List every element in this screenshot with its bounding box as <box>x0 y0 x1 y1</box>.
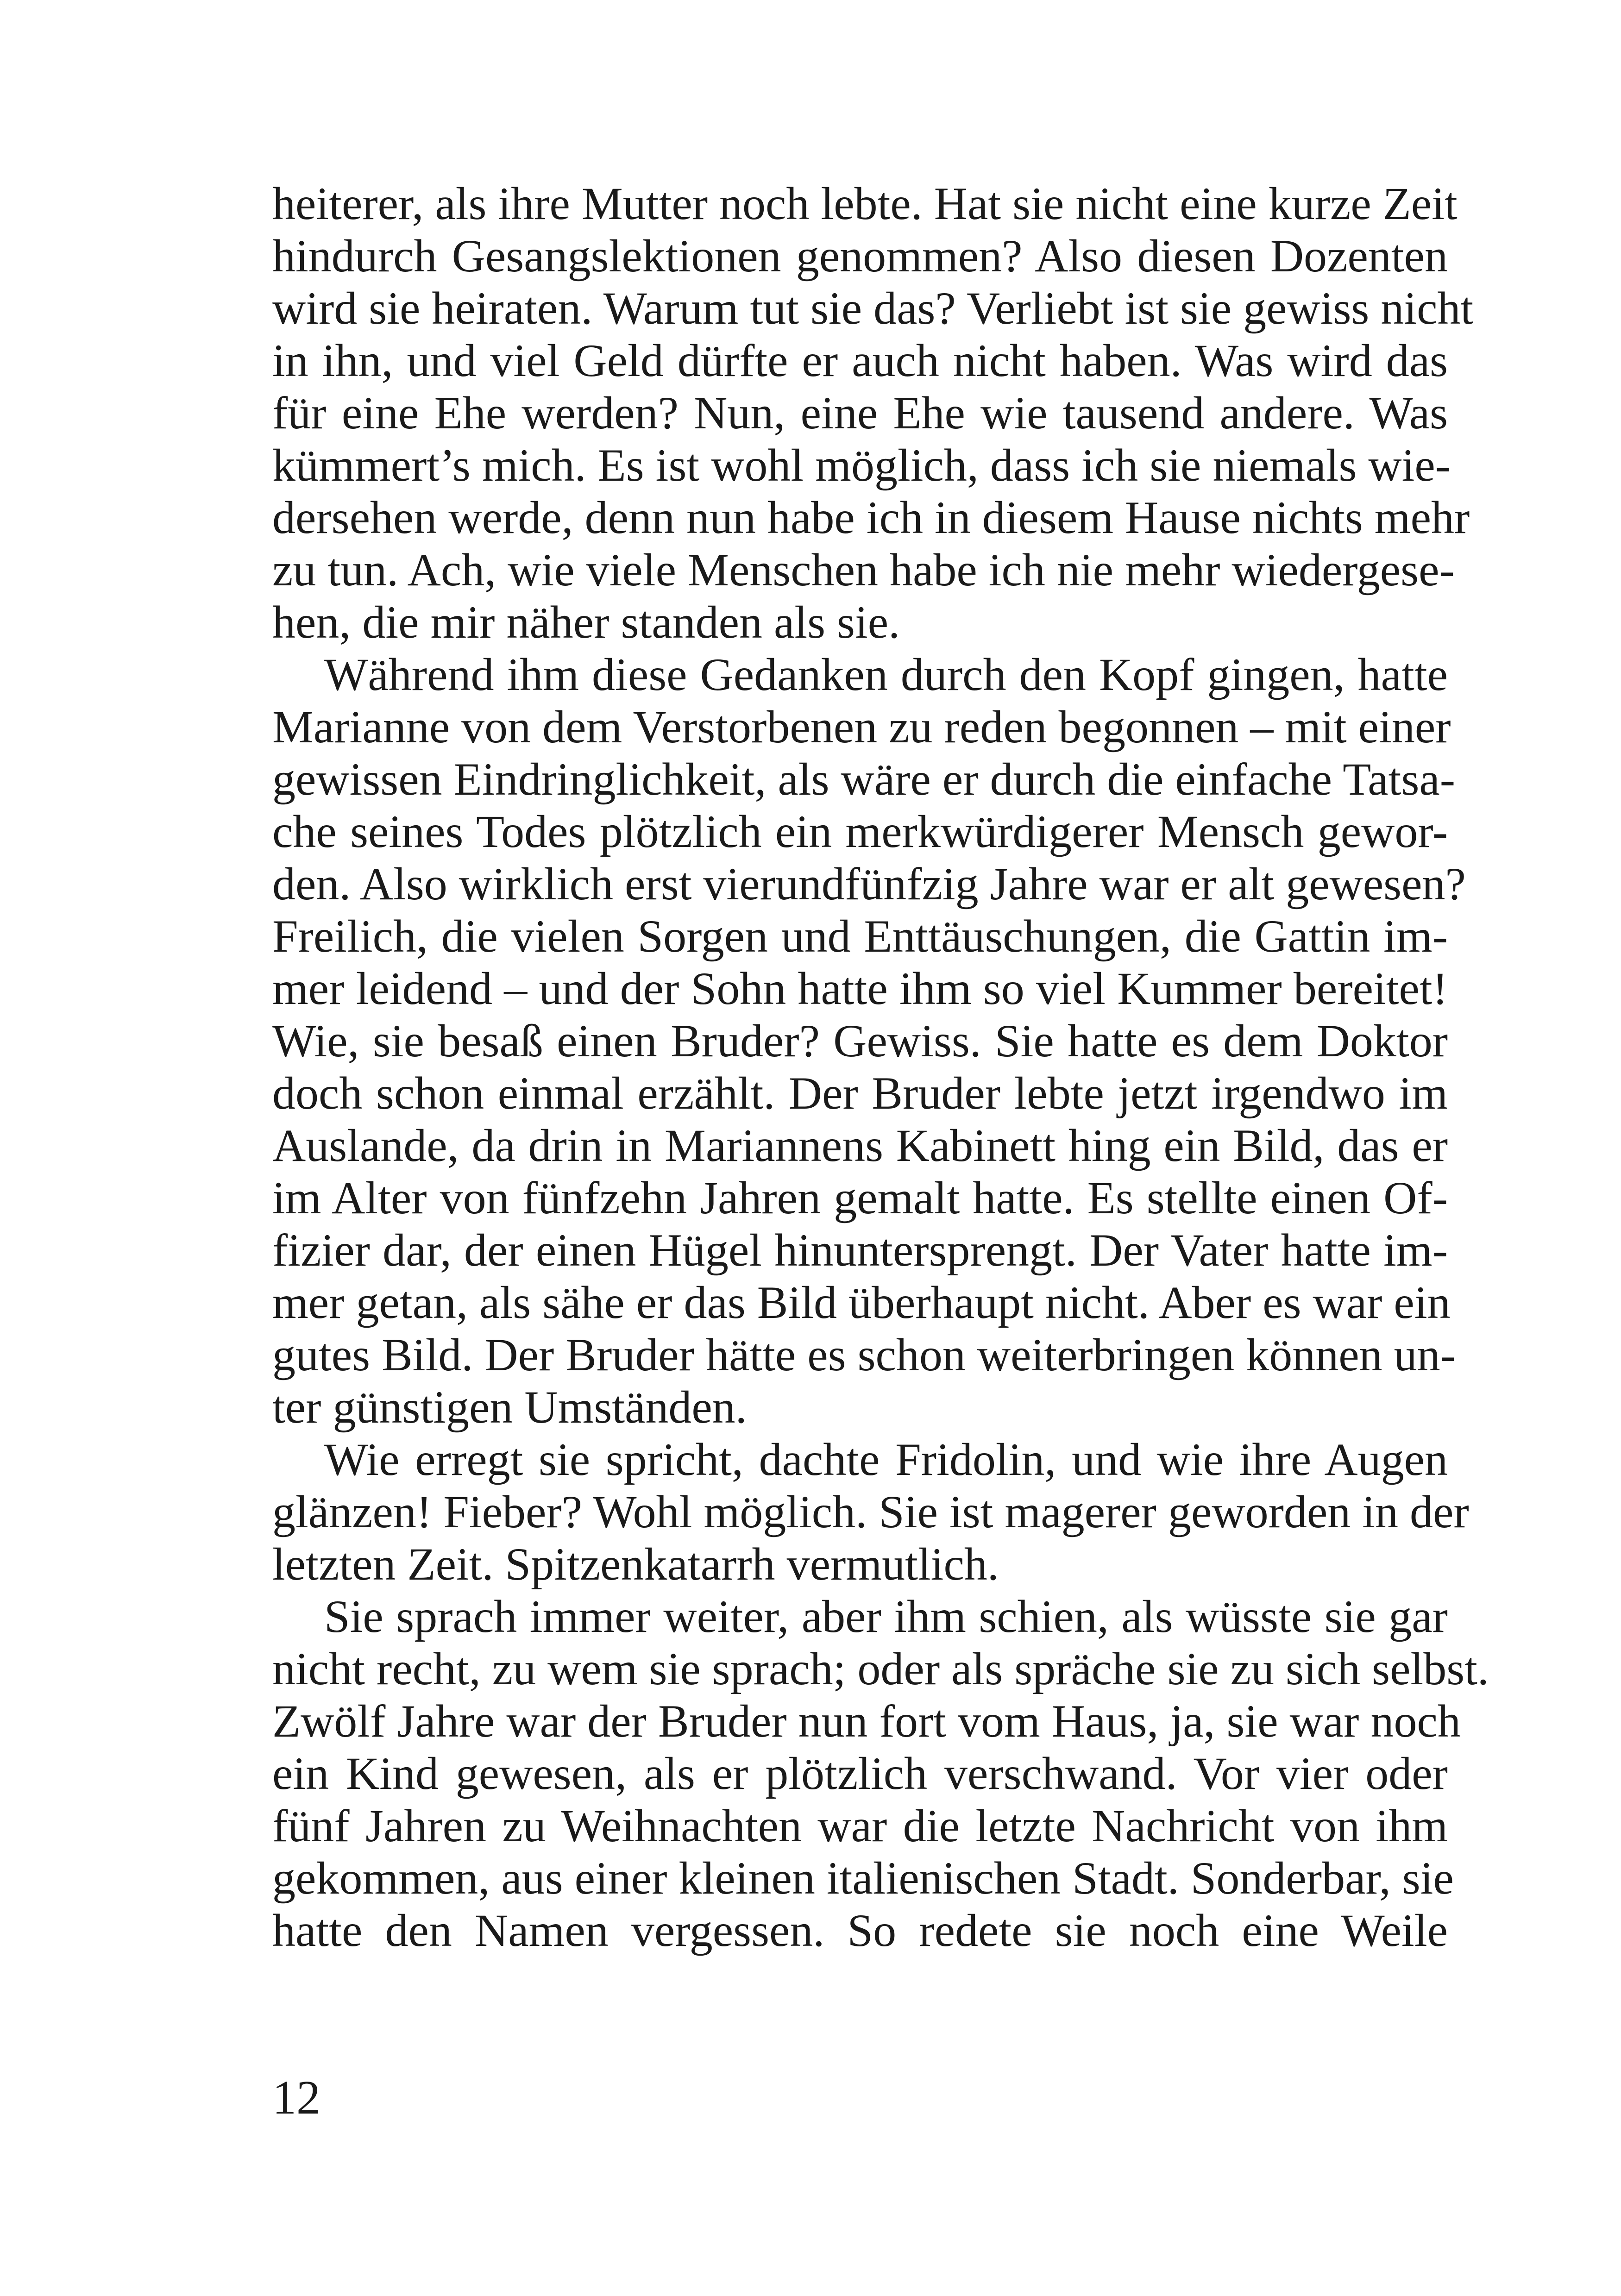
text-line: in ihn, und viel Geld dürfte er auch nicht haben. Was wird das <box>272 335 1448 386</box>
text-line: Zwölf Jahre war der Bruder nun fort vom Haus, ja, sie war noch <box>272 1695 1461 1747</box>
text-line: mer getan, als sähe er das Bild überhaupt nicht. Aber es war ein <box>272 1277 1451 1328</box>
page-number: 12 <box>272 2071 320 2124</box>
body-text <box>272 177 1489 1957</box>
text-line: hatte den Namen vergessen. So redete sie noch eine Weile <box>272 1905 1448 1956</box>
text-line: Wie, sie besaß einen Bruder? Gewiss. Sie hatte es dem Doktor <box>272 1015 1448 1066</box>
text-line: Freilich, die vielen Sorgen und Enttäuschungen, die Gattin im- <box>272 910 1448 962</box>
text-line: fizier dar, der einen Hügel hinuntersprengt. Der Vater hatte im- <box>272 1224 1448 1276</box>
text-line: Auslande, da drin in Mariannens Kabinett hing ein Bild, das er <box>272 1120 1448 1171</box>
text-line: gekommen, aus einer kleinen italienischen Stadt. Sonderbar, sie <box>272 1852 1454 1904</box>
paragraph <box>272 177 1474 648</box>
text-line: ein Kind gewesen, als er plötzlich verschwand. Vor vier oder <box>272 1748 1448 1799</box>
text-line: gutes Bild. Der Bruder hätte es schon weiterbringen können un- <box>272 1329 1456 1380</box>
paragraph <box>272 1590 1489 1957</box>
text-line: ter günstigen Umständen. <box>272 1381 747 1433</box>
text-line: hindurch Gesangslektionen genommen? Also diesen Dozenten <box>272 230 1448 282</box>
text-line: wird sie heiraten. Warum tut sie das? Verliebt ist sie gewiss nicht <box>272 282 1474 334</box>
text-line: kümmert’s mich. Es ist wohl möglich, dass ich sie niemals wie- <box>272 439 1451 491</box>
text-line: letzten Zeit. Spitzenkatarrh vermutlich. <box>272 1538 999 1590</box>
text-line: den. Also wirklich erst vierundfünfzig Jahre war er alt gewesen? <box>272 858 1466 910</box>
text-line: glänzen! Fieber? Wohl möglich. Sie ist magerer geworden in der <box>272 1486 1469 1537</box>
text-line: hen, die mir näher standen als sie. <box>272 596 900 648</box>
text-line: im Alter von fünfzehn Jahren gemalt hatte. Es stellte einen Of- <box>272 1172 1448 1223</box>
text-line: Marianne von dem Verstorbenen zu reden begonnen – mit einer <box>272 701 1451 753</box>
text-line: mer leidend – und der Sohn hatte ihm so viel Kummer bereitet! <box>272 963 1448 1014</box>
text-line: dersehen werde, denn nun habe ich in diesem Hause nichts mehr <box>272 492 1470 543</box>
text-line: che seines Todes plötzlich ein merkwürdigerer Mensch gewor- <box>272 806 1448 857</box>
text-line: zu tun. Ach, wie viele Menschen habe ich nie mehr wiedergese- <box>272 544 1455 596</box>
paragraph <box>272 648 1466 1433</box>
text-line: heiterer, als ihre Mutter noch lebte. Hat sie nicht eine kurze Zeit <box>272 178 1458 229</box>
text-line: fünf Jahren zu Weihnachten war die letzte Nachricht von ihm <box>272 1800 1448 1851</box>
text-line: für eine Ehe werden? Nun, eine Ehe wie tausend andere. Was <box>272 387 1448 439</box>
text-line: doch schon einmal erzählt. Der Bruder lebte jetzt irgendwo im <box>272 1067 1448 1119</box>
text-line: Wie erregt sie spricht, dachte Fridolin, und wie ihre Augen <box>324 1434 1448 1485</box>
paragraph <box>272 1433 1469 1590</box>
text-line: nicht recht, zu wem sie sprach; oder als spräche sie zu sich selbst. <box>272 1643 1489 1694</box>
text-line: gewissen Eindringlichkeit, als wäre er durch die einfache Tatsa- <box>272 753 1456 805</box>
text-line: Während ihm diese Gedanken durch den Kopf gingen, hatte <box>324 649 1448 700</box>
text-line: Sie sprach immer weiter, aber ihm schien, als wüsste sie gar <box>324 1591 1448 1642</box>
